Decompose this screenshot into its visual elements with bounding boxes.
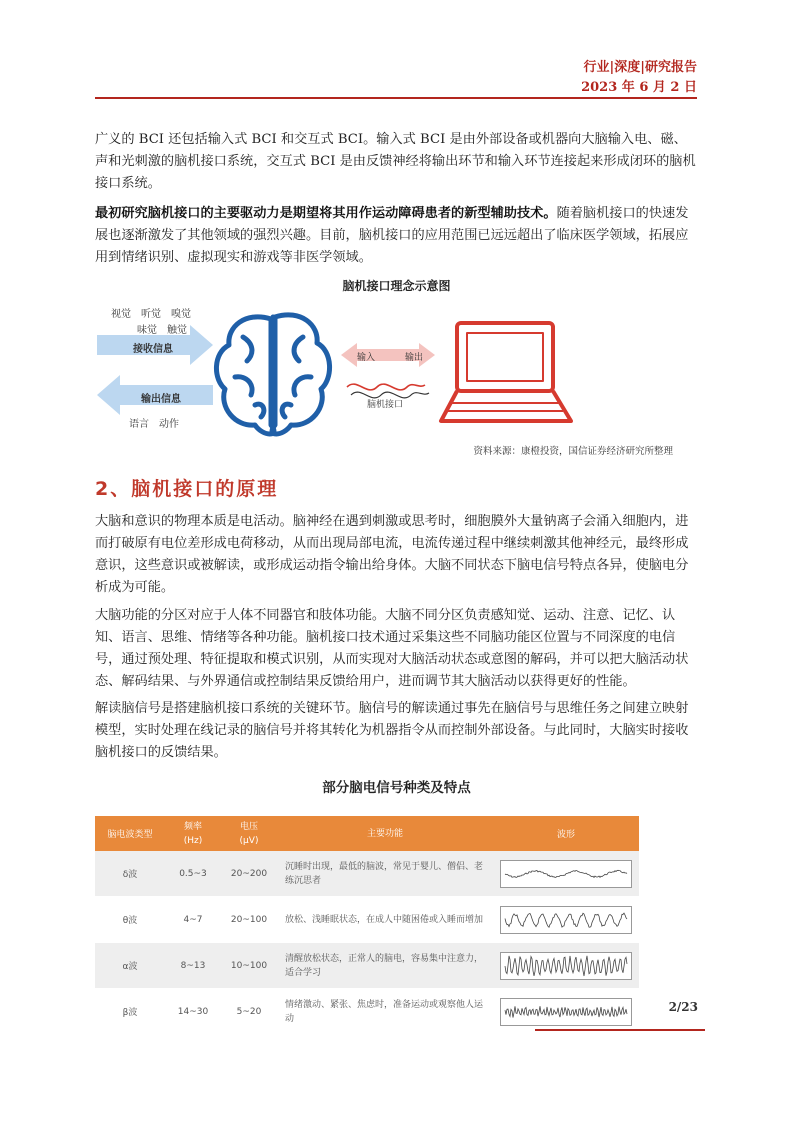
cell-type: δ波 bbox=[122, 870, 138, 880]
header-type: 脑电波类型 bbox=[107, 830, 153, 840]
cell-func: 情绪激动、紧张、焦虑时，准备运动或观察他人运动 bbox=[285, 999, 484, 1024]
header-rule bbox=[95, 97, 697, 99]
senses-row-1: 视觉 听觉 嗅觉 bbox=[111, 309, 191, 320]
intro-paragraph-2-rest: 随着脑机接口的快速发展也逐渐激发了其他领域的强烈兴趣。目前，脑机接口的应用范围已远远超出了临床医学领域，拓展应用到情绪识别、虚拟现实和游戏等非医学领域。 bbox=[95, 206, 689, 265]
eeg-table-header bbox=[95, 816, 639, 851]
senses-row-2: 味觉 触觉 bbox=[137, 325, 187, 336]
bci-input-label: 输入 bbox=[357, 353, 376, 363]
beta-wave-icon bbox=[500, 998, 632, 1026]
waveform-trace bbox=[505, 1006, 627, 1017]
header-freq bbox=[165, 820, 221, 848]
header-volt-unit: (μV) bbox=[239, 835, 259, 846]
header-freq-label: 频率 bbox=[183, 821, 202, 832]
figure2-title: 部分脑电信号种类及特点 bbox=[322, 780, 471, 796]
header-volt bbox=[221, 820, 277, 848]
cell-type: θ波 bbox=[122, 916, 138, 926]
cell-func: 清醒放松状态，正常人的脑电，容易集中注意力，适合学习 bbox=[285, 953, 484, 978]
report-category: 行业|深度|研究报告 bbox=[583, 60, 697, 75]
cell-func: 放松、浅睡眠状态，在成人中随困倦或入睡而增加 bbox=[285, 914, 484, 925]
header-freq-unit: (Hz) bbox=[183, 835, 203, 846]
brain-icon bbox=[216, 315, 329, 434]
cell-freq: 8~13 bbox=[180, 960, 206, 971]
alpha-wave-icon bbox=[500, 952, 632, 980]
waveform-trace bbox=[505, 870, 627, 877]
eeg-table bbox=[95, 816, 639, 1035]
figure1-title: 脑机接口理念示意图 bbox=[342, 279, 451, 293]
section-2-title: 2、脑机接口的原理 bbox=[95, 478, 279, 500]
header-func: 主要功能 bbox=[366, 828, 403, 839]
figure1-source: 资料来源：康橙投资，国信证券经济研究所整理 bbox=[473, 446, 673, 457]
table-row bbox=[95, 943, 639, 989]
cell-freq: 14~30 bbox=[177, 1006, 209, 1017]
section2-paragraph-3: 解读脑信号是搭建脑机接口系统的关键环节。脑信号的解读通过事先在脑信号与思维任务之间建立映射模型，实时处理在线记录的脑信号并将其转化为机器指令从而控制外部设备。与此同时，大脑实时接收脑机接口的反馈结果。 bbox=[95, 701, 689, 760]
footer-rule bbox=[535, 1029, 705, 1031]
output-info-label: 输出信息 bbox=[141, 394, 181, 405]
receive-info-label: 接收信息 bbox=[133, 344, 173, 355]
cell-volt: 5~20 bbox=[236, 1006, 262, 1017]
actions-label: 语言 动作 bbox=[129, 419, 179, 430]
section2-paragraph-2: 大脑功能的分区对应于人体不同器官和肢体功能。大脑不同分区负责感知觉、运动、注意、记忆、认知、语言、思维、情绪等各种功能。脑机接口技术通过采集这些不同脑功能区位置与不同深度的电信号，通过预处理、特征提取和模式识别，从而实现对大脑活动状态或意图的解码，并可以把大脑活动状态、解码结果、与外界通信或控制结果反馈给用户，进而调节其大脑活动以获得更好的性能。 bbox=[95, 608, 689, 689]
cell-freq: 4~7 bbox=[183, 914, 203, 925]
intro-paragraph-1: 广义的 BCI 还包括输入式 BCI 和交互式 BCI。输入式 BCI 是由外部设备或机器向大脑输入电、磁、声和光刺激的脑机接口系统，交互式 BCI 是由反馈神经将输出环节和输入环节连接起来形成闭环的脑机接口系统。 bbox=[95, 132, 696, 191]
table-row bbox=[95, 897, 639, 943]
cell-func: 沉睡时出现，最低的脑波，常见于婴儿、僧侣、老练沉思者 bbox=[285, 861, 484, 886]
bci-label: 脑机接口 bbox=[367, 400, 404, 410]
delta-wave-icon bbox=[500, 860, 632, 888]
header-volt-label: 电压 bbox=[239, 821, 258, 832]
intro-paragraph-2-bold: 最初研究脑机接口的主要驱动力是期望将其用作运动障碍患者的新型辅助技术。 bbox=[95, 206, 557, 221]
theta-wave-icon bbox=[500, 906, 632, 934]
bci-output-label: 输出 bbox=[405, 353, 424, 363]
cell-volt: 20~200 bbox=[230, 868, 268, 879]
bci-concept-diagram bbox=[95, 297, 698, 462]
table-row bbox=[95, 851, 639, 897]
signal-wave-1 bbox=[347, 384, 425, 390]
page-number: 2/23 bbox=[668, 1000, 698, 1014]
header-wave: 波形 bbox=[556, 830, 575, 840]
waveform-trace bbox=[505, 955, 627, 975]
section2-paragraph-1: 大脑和意识的物理本质是电活动。脑神经在遇到刺激或思考时，细胞膜外大量钠离子会涌入细胞内，进而打破原有电位差形成电荷移动，从而出现局部电流，电流传递过程中继续刺激其他神经元，最终形成意识，这些意识或被解读，或形成运动指令输出给身体。大脑不同状态下脑电信号特点各异，使脑电分析成为可能。 bbox=[95, 514, 689, 595]
cell-type: α波 bbox=[122, 962, 138, 972]
cell-freq: 0.5~3 bbox=[179, 868, 207, 879]
intro-paragraph-2 bbox=[95, 203, 698, 269]
report-date: 2023 年 6 月 2 日 bbox=[581, 80, 697, 95]
waveform-trace bbox=[505, 913, 627, 927]
cell-type: β波 bbox=[122, 1008, 138, 1018]
cell-volt: 20~100 bbox=[230, 914, 268, 925]
laptop-icon bbox=[441, 323, 571, 421]
cell-volt: 10~100 bbox=[230, 960, 268, 971]
